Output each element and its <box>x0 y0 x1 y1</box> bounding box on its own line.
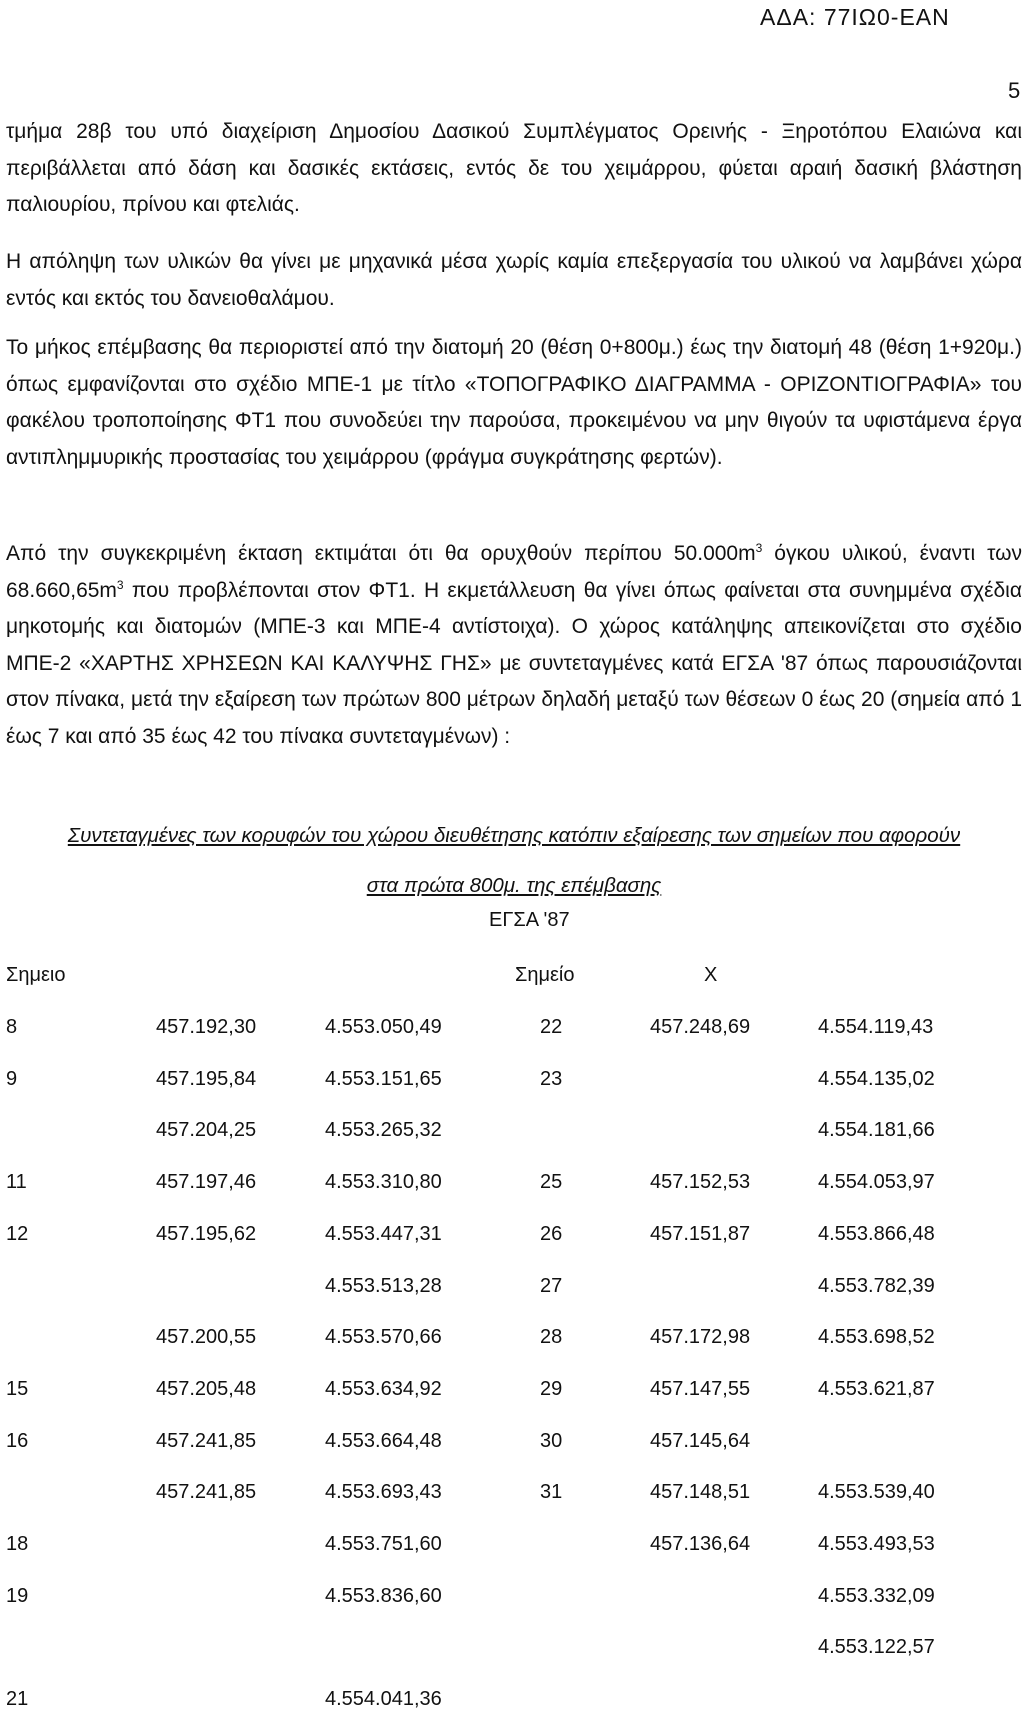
table-cell-y-right: 4.554.135,02 <box>818 1067 935 1090</box>
table-cell-x-left: 457.197,46 <box>156 1171 257 1194</box>
table-cell-x-right: 457.248,69 <box>650 1016 751 1038</box>
table-cell-y-right: 4.553.539,40 <box>818 1481 935 1504</box>
paragraph-2: Η απόληψη των υλικών θα γίνει με μηχανικά μέσα χωρίς καμία επεξεργασία του υλικού να λαμβάνει χώρα εντός και εκτός του δανειοθαλάμου. <box>6 250 1022 310</box>
table-cell-y-right: 4.554.181,66 <box>818 1119 935 1142</box>
table-cell-y-left: 4.553.664,48 <box>325 1429 442 1452</box>
superscript-cubic: 3 <box>755 541 763 555</box>
table-cell-point-left: 11 <box>6 1171 27 1194</box>
table-heading-line2: στα πρώτα 800μ. της επέμβασης <box>366 874 662 897</box>
page-number: 5 <box>1008 78 1021 103</box>
table-cell-y-left: 4.553.836,60 <box>325 1584 442 1607</box>
table-cell-x-left: 457.204,25 <box>156 1119 257 1142</box>
table-cell-point-left: 15 <box>6 1377 29 1400</box>
table-cell-y-right: 4.553.698,52 <box>818 1326 935 1349</box>
table-cell-y-left: 4.553.265,32 <box>325 1119 442 1142</box>
paragraph-4-part1: Από την συγκεκριμένη έκταση εκτιμάται ότι θα ορυχθούν περίπου 50.000m <box>6 542 756 565</box>
table-cell-y-right: 4.554.053,97 <box>818 1171 935 1194</box>
table-cell-point-right: 30 <box>540 1429 563 1452</box>
table-cell-point-left: 19 <box>6 1584 29 1607</box>
table-cell-point-left: 12 <box>6 1222 29 1245</box>
table-cell-point-left: 21 <box>6 1688 29 1711</box>
table-cell-y-left: 4.553.447,31 <box>325 1222 442 1245</box>
table-cell-y-right: 4.553.866,48 <box>818 1222 935 1245</box>
table-cell-point-left: 8 <box>6 1016 18 1038</box>
table-cell-point-right: 29 <box>540 1377 563 1400</box>
table-cell-x-right: 457.152,53 <box>650 1171 751 1194</box>
table-cell-x-right: 457.136,64 <box>650 1533 751 1555</box>
table-cell-y-right: 4.553.332,09 <box>818 1584 935 1607</box>
paragraph-4-part3: που προβλέπονται στον ΦΤ1. Η εκμετάλλευση θα γίνει όπως φαίνεται στα συνημμένα σχέδια μηκοτομής και διατομών (ΜΠΕ-3 και ΜΠΕ-4 αντίστοιχα). Ο χώρος κατάληψης απεικονίζεται στο σχέδιο ΜΠΕ-2 «ΧΑΡΤΗΣ ΧΡΗΣΕΩΝ ΚΑΙ ΚΑΛΥΨΗΣ ΓΗΣ» με συντεταγμένες κατά ΕΓΣΑ '87 όπως παρουσιάζονται στον πίνακα, μετά την εξαίρεση των πρώτων 800 μέτρων δηλαδή μεταξύ των θέσεων 0 έως 20 (σημεία από 1 έως 7 και από 35 έως 42 του πίνακα συντεταγμένων) : <box>6 578 1022 748</box>
table-cell-y-left: 4.554.041,36 <box>325 1688 442 1711</box>
table-heading-line1: Συντεταγμένες των κορυφών του χώρου διευθέτησης κατόπιν εξαίρεσης των σημείων που αφορούν <box>67 824 961 847</box>
superscript-cubic: 3 <box>116 577 124 592</box>
table-cell-x-left: 457.205,48 <box>156 1377 257 1400</box>
table-cell-point-right: 25 <box>540 1171 563 1194</box>
paragraph-3: Το μήκος επέμβασης θα περιοριστεί από την διατομή 20 (θέση 0+800μ.) έως την διατομή 48 (θέση 1+920μ.) όπως εμφανίζονται στο σχέδιο ΜΠΕ-1 με τίτλο «ΤΟΠΟΓΡΑΦΙΚΟ ΔΙΑΓΡΑΜΜΑ - ΟΡΙΖΟΝΤΙΟΓΡΑΦΙΑ» του φακέλου τροποποίησης ΦΤ1 που συνοδεύει την παρούσα, προκειμένου να μην θιγούν τα υφιστάμενα έργα αντιπλημμυρικής προστασίας του χειμάρρου (φράγμα συγκράτησης φερτών). <box>6 336 1022 469</box>
table-cell-y-right: 4.553.782,39 <box>818 1274 935 1297</box>
table-cell-point-left: 9 <box>6 1067 18 1090</box>
table-cell-x-right: 457.172,98 <box>650 1326 751 1349</box>
header-x-right: X <box>704 964 718 986</box>
table-cell-y-left: 4.553.570,66 <box>325 1326 442 1349</box>
table-cell-y-left: 4.553.693,43 <box>325 1481 442 1504</box>
table-cell-x-right: 457.148,51 <box>650 1481 751 1504</box>
table-cell-x-left: 457.241,85 <box>156 1429 257 1452</box>
table-cell-point-right: 27 <box>540 1274 563 1297</box>
paragraph-1: τμήμα 28β του υπό διαχείριση Δημοσίου Δασικού Συμπλέγματος Ορεινής - Ξηροτόπου Ελαιώνα και περιβάλλεται από δάση και δασικές εκτάσεις, εντός δε του χειμάρρου, φύεται αραιή δασική βλάστηση παλιουρίου, πρίνου και φτελιάς. <box>6 120 1022 216</box>
header-point-right: Σημείο <box>515 964 575 986</box>
ada-code: ΑΔΑ: 77ΙΩ0-ΕΑΝ <box>760 4 950 30</box>
table-cell-y-right: 4.553.122,57 <box>818 1636 935 1659</box>
table-cell-point-right: 26 <box>540 1222 563 1245</box>
paragraph-4-part2: όγκου υλικού, έναντι των 68.660,65m <box>6 542 1022 602</box>
table-cell-y-left: 4.553.751,60 <box>325 1533 442 1555</box>
table-cell-y-left: 4.553.151,65 <box>325 1067 442 1090</box>
table-cell-x-left: 457.241,85 <box>156 1481 257 1504</box>
table-cell-x-left: 457.195,84 <box>156 1067 257 1090</box>
table-cell-x-left: 457.200,55 <box>156 1326 257 1349</box>
table-cell-y-right: 4.554.119,43 <box>818 1016 934 1038</box>
table-cell-x-right: 457.145,64 <box>650 1429 751 1452</box>
table-cell-x-left: 457.195,62 <box>156 1222 257 1245</box>
table-cell-y-right: 4.553.493,53 <box>818 1533 935 1555</box>
paragraph-4 <box>6 536 1022 755</box>
table-cell-x-right: 457.147,55 <box>650 1377 751 1400</box>
table-cell-x-left: 457.192,30 <box>156 1016 257 1038</box>
table-cell-y-right: 4.553.621,87 <box>818 1377 935 1400</box>
table-cell-y-left: 4.553.513,28 <box>325 1274 442 1297</box>
table-cell-point-left: 16 <box>6 1429 29 1452</box>
coordinate-system-label: ΕΓΣΑ '87 <box>489 909 570 931</box>
table-cell-point-right: 31 <box>540 1481 563 1504</box>
table-cell-point-right: 22 <box>540 1016 563 1038</box>
table-cell-point-left: 18 <box>6 1533 29 1555</box>
table-cell-y-left: 4.553.634,92 <box>325 1377 442 1400</box>
table-cell-point-right: 23 <box>540 1067 563 1090</box>
table-cell-y-left: 4.553.050,49 <box>325 1016 442 1038</box>
table-cell-x-right: 457.151,87 <box>650 1222 751 1245</box>
table-cell-point-right: 28 <box>540 1326 563 1349</box>
table-cell-y-left: 4.553.310,80 <box>325 1171 442 1194</box>
header-point-left: Σημειο <box>6 964 66 986</box>
